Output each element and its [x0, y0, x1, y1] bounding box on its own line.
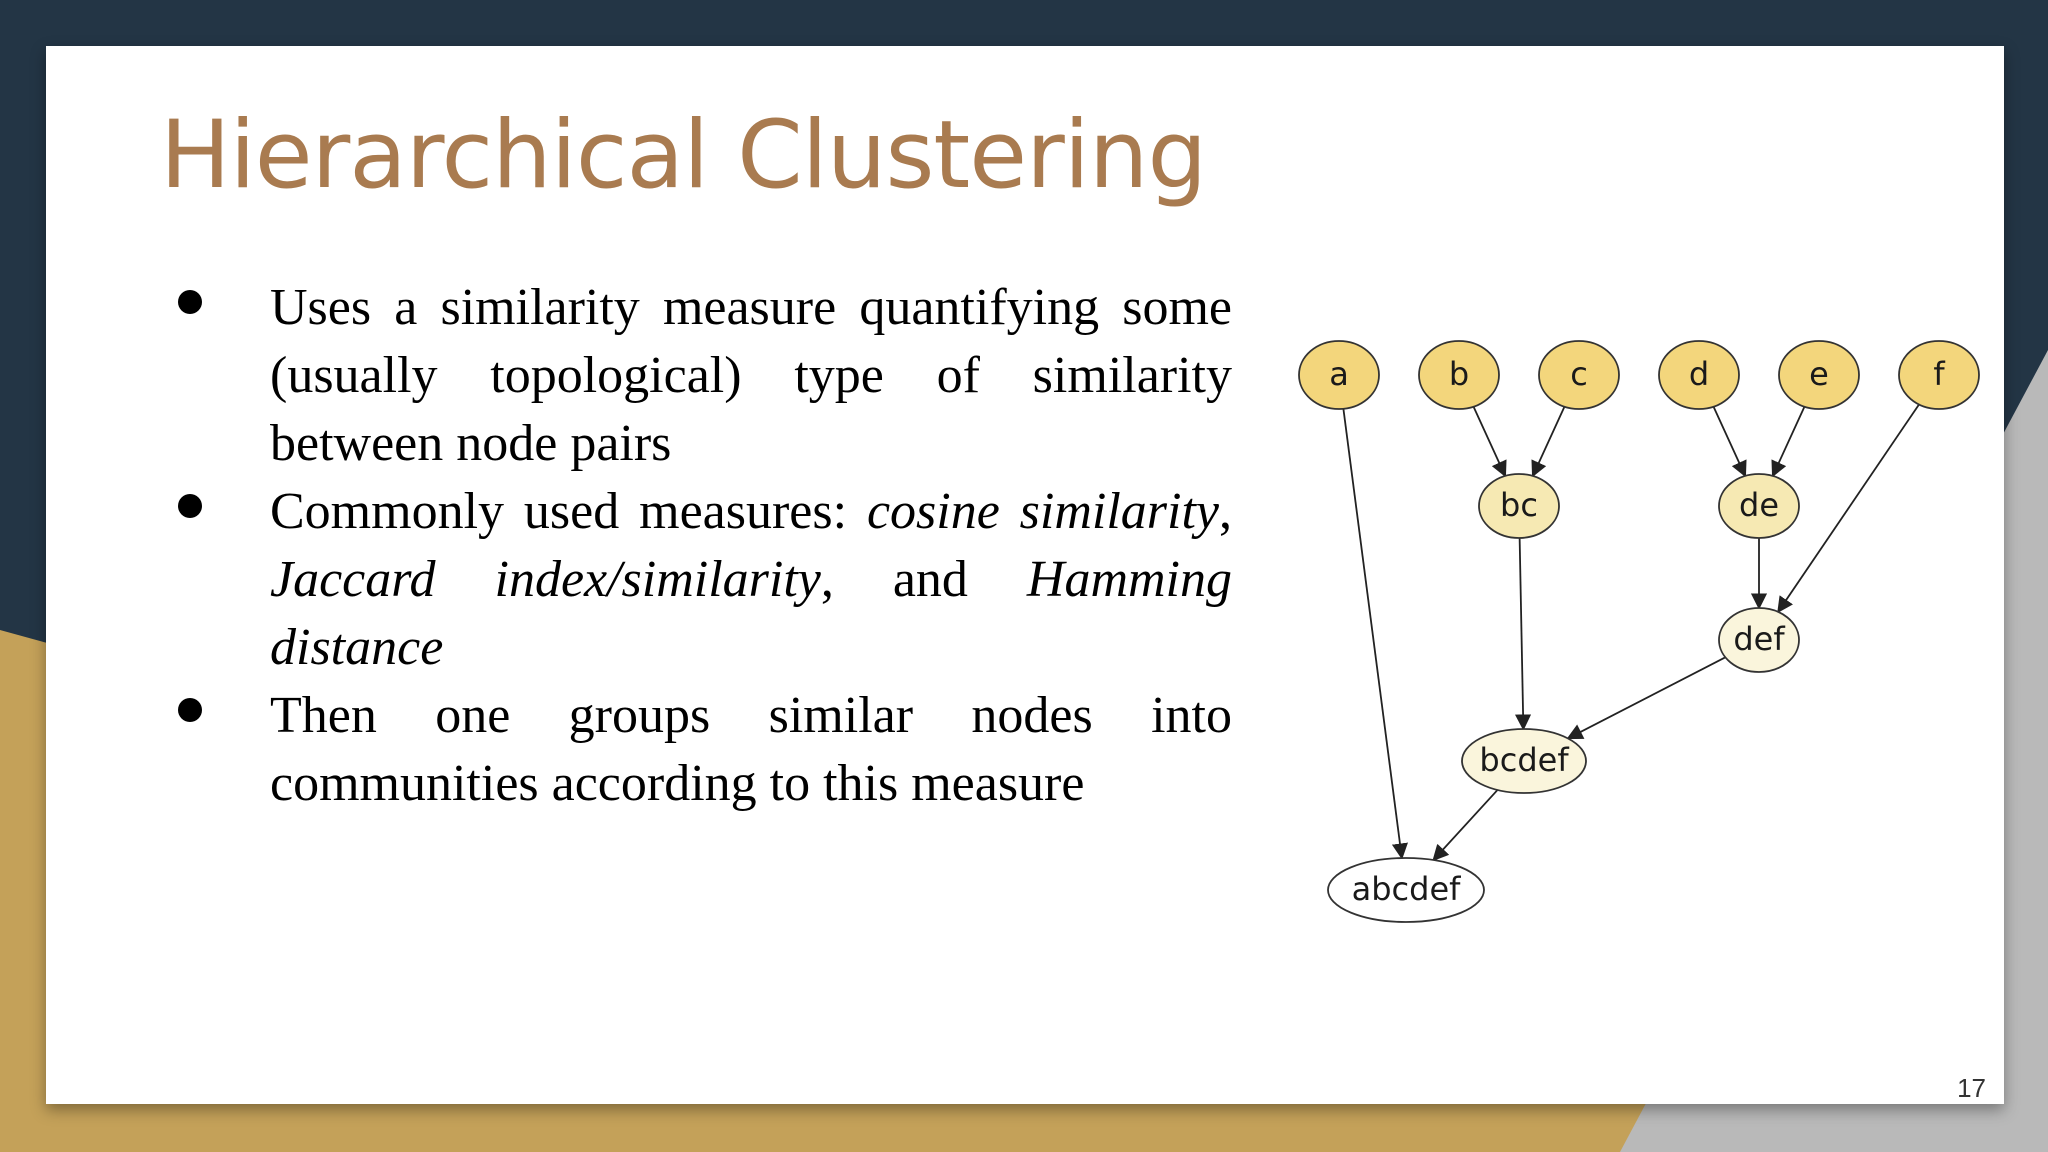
bullet-text: Then one groups similar nodes into communities according to this measure [270, 687, 1232, 812]
node-label: c [1570, 355, 1588, 393]
node-label: b [1448, 355, 1470, 393]
edge-def-to-bcdef [1568, 657, 1725, 738]
bullet-term: Jaccard index/similarity [270, 551, 821, 608]
node-d [1659, 341, 1739, 409]
node-label: def [1733, 620, 1785, 658]
edge-bcdef-to-abcdef [1433, 790, 1497, 860]
edge-b-to-bc [1474, 407, 1506, 476]
bullet-item [170, 274, 1232, 478]
bullet-item [170, 682, 1232, 818]
bullet-dot-icon [178, 698, 202, 722]
bullet-dot-icon [178, 494, 202, 518]
edge-c-to-bc [1533, 407, 1565, 476]
bullet-list [170, 274, 1232, 818]
node-e [1779, 341, 1859, 409]
bullet-item [170, 478, 1232, 682]
node-label: e [1809, 355, 1829, 393]
edge-bc-to-bcdef [1520, 538, 1524, 729]
bullet-text: , and [820, 551, 1027, 608]
edge-d-to-de [1714, 407, 1746, 476]
node-label: bcdef [1479, 741, 1569, 779]
node-de [1719, 474, 1799, 538]
slide-title: Hierarchical Clustering [160, 101, 1207, 210]
bullet-text: , [1219, 483, 1233, 540]
node-label: de [1739, 486, 1779, 524]
node-label: d [1688, 355, 1710, 393]
node-c [1539, 341, 1619, 409]
bullet-term: cosine similarity [866, 483, 1220, 540]
edge-e-to-de [1773, 407, 1805, 476]
node-f [1899, 341, 1979, 409]
dendrogram [1250, 320, 2010, 940]
node-a [1299, 341, 1379, 409]
node-label: abcdef [1351, 870, 1461, 908]
node-label: a [1329, 355, 1349, 393]
page-number: 17 [1957, 1073, 1986, 1103]
bullet-dot-icon [178, 290, 202, 314]
node-label: bc [1500, 486, 1538, 524]
node-bc [1479, 474, 1559, 538]
edge-a-to-abcdef [1343, 409, 1401, 858]
node-b [1419, 341, 1499, 409]
node-bcdef [1462, 729, 1586, 793]
node-abcdef [1328, 858, 1484, 922]
bullet-text: Commonly used measures: [270, 483, 867, 540]
node-label: f [1933, 355, 1945, 393]
node-def [1719, 608, 1799, 672]
bullet-text: Uses a similarity measure quantifying some (usually topological) type of similarity between node pairs [270, 279, 1232, 472]
bullet-term: Hamming distance [270, 551, 1232, 676]
